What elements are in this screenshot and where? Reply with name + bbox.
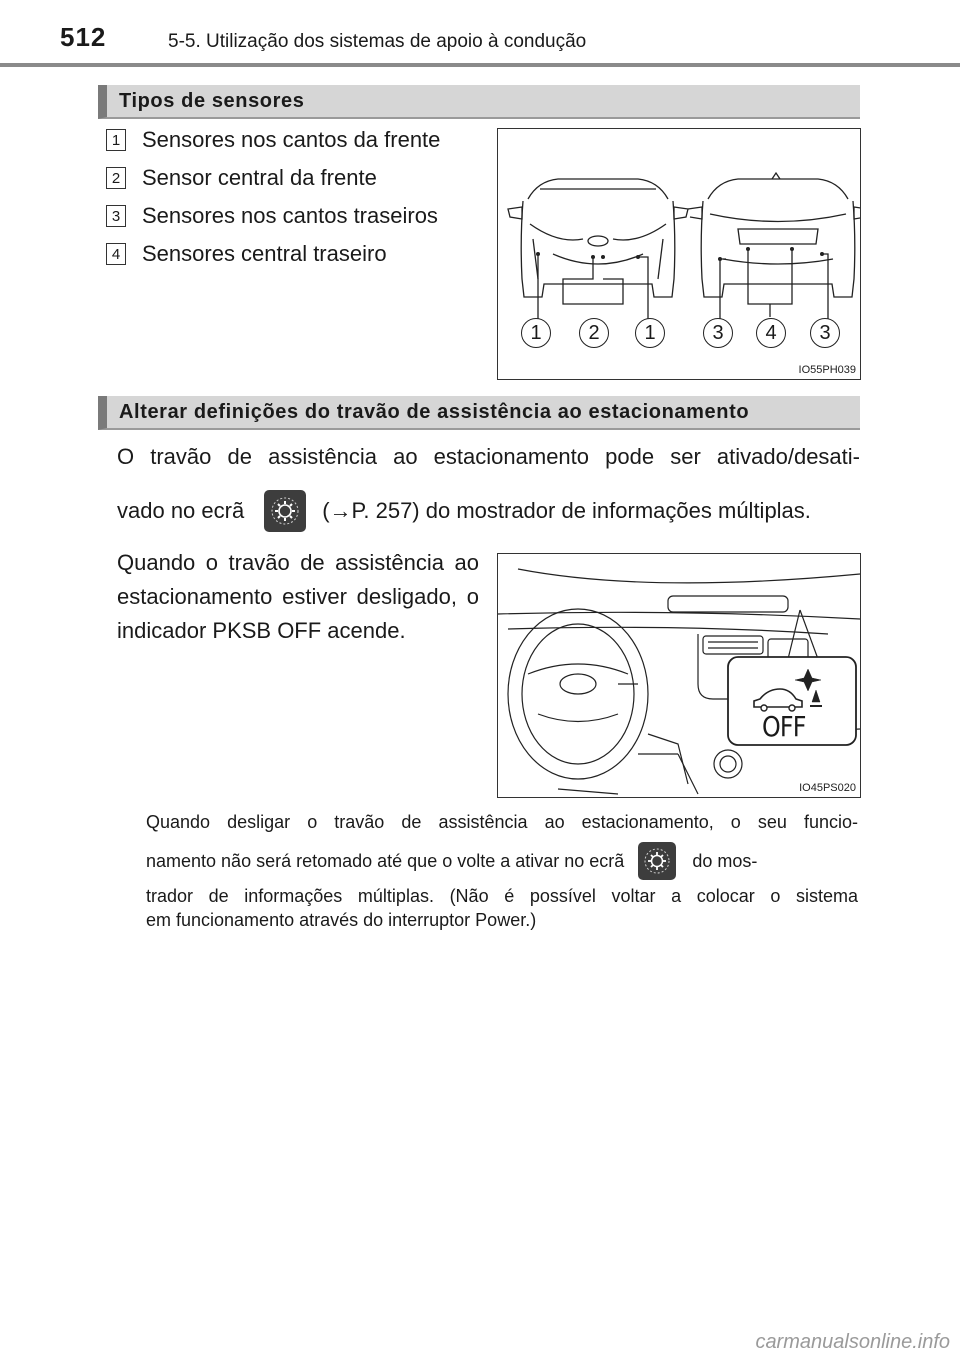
- page-number: 512: [60, 22, 107, 52]
- car-front-rear-illustration: [498, 129, 860, 379]
- item-label: Sensores nos cantos da frente: [142, 127, 441, 152]
- settings-para2: Quando o travão de assistência ao estacionamento estiver desligado, o indicador PKSB OFF acende.: [117, 550, 479, 643]
- item-number: 2: [106, 167, 126, 189]
- para1-after-icon: (→P. 257) do mostrador de informações múltiplas.: [322, 498, 811, 523]
- callout-circle: 3: [810, 318, 840, 348]
- item-number: 1: [106, 129, 126, 151]
- settings-gear-icon: [638, 842, 676, 880]
- note-after-icon: do mos-: [692, 851, 758, 871]
- dashboard-figure: [497, 553, 861, 798]
- settings-heading: [98, 396, 860, 430]
- settings-para1-line2: [117, 490, 811, 532]
- sensor-list-item: [106, 241, 387, 267]
- note-line4: em funcionamento através do interruptor Power.): [146, 910, 537, 930]
- watermark: carmanualsonline.info: [755, 1331, 950, 1353]
- figure-code: IO55PH039: [798, 364, 856, 376]
- sensor-list-item: [106, 165, 377, 191]
- callout-circle: 1: [521, 318, 551, 348]
- pksb-off-label: OFF: [762, 710, 806, 743]
- settings-heading-text: Alterar definições do travão de assistência ao estacionamento: [119, 401, 750, 423]
- para1-before-icon: vado no ecrã: [117, 498, 245, 523]
- sensor-location-figure: [497, 128, 861, 380]
- figure-code: IO45PS020: [799, 782, 856, 794]
- sensor-types-heading-text: Tipos de sensores: [119, 90, 305, 112]
- settings-para1-line1: O travão de assistência ao estacionamento pode ser ativado/desati-: [117, 444, 860, 469]
- sensor-types-heading: [98, 85, 860, 119]
- note-line2: [146, 842, 757, 880]
- sensor-list-item: [106, 203, 438, 229]
- item-label: Sensor central da frente: [142, 165, 377, 190]
- callout-circle: 4: [756, 318, 786, 348]
- item-number: 3: [106, 205, 126, 227]
- item-label: Sensores central traseiro: [142, 241, 387, 266]
- dashboard-illustration: [498, 554, 860, 797]
- header-rule: [0, 63, 960, 67]
- settings-gear-icon: [264, 490, 306, 532]
- item-label: Sensores nos cantos traseiros: [142, 203, 438, 228]
- callout-circle: 2: [579, 318, 609, 348]
- note-before-icon: namento não será retomado até que o volte a ativar no ecrã: [146, 851, 625, 871]
- callout-circle: 1: [635, 318, 665, 348]
- section-title: 5-5. Utilização dos sistemas de apoio à condução: [168, 31, 587, 52]
- sensor-list-item: [106, 127, 440, 153]
- item-number: 4: [106, 243, 126, 265]
- note-line3: trador de informações múltiplas. (Não é possível voltar a colocar o sistema: [146, 886, 858, 906]
- callout-circle: 3: [703, 318, 733, 348]
- note-line1: Quando desligar o travão de assistência ao estacionamento, o seu funcio-: [146, 812, 858, 832]
